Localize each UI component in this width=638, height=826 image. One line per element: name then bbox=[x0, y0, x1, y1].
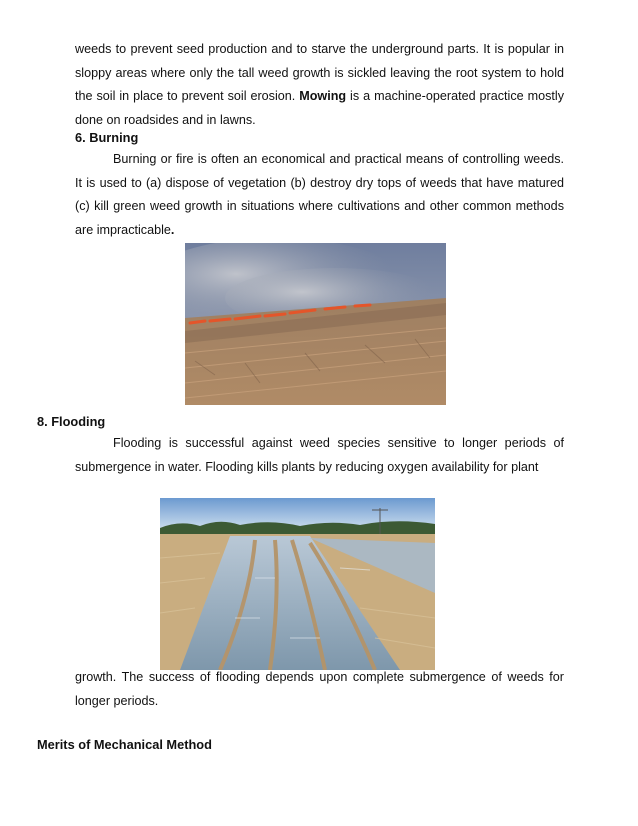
paragraph-burning-text: Burning or fire is often an economical and practical means of controlling weeds. It is used to (a) dispose of vegetation (b) destroy dry tops of weeds that have matured (c) kill green weed growth in situations where cultivations and other common methods are impracticable bbox=[75, 152, 564, 237]
flooded-field-photo bbox=[160, 498, 435, 670]
burning-field-photo bbox=[185, 243, 446, 405]
paragraph-mowing-text-2: is a machine-operated practice mostly done on roadsides and in lawns. bbox=[75, 89, 564, 127]
heading-burning: 6. Burning bbox=[75, 130, 139, 145]
mowing-bold-term: Mowing bbox=[299, 89, 347, 104]
flooded-field-illustration bbox=[160, 498, 435, 670]
paragraph-flooding-continued: growth. The success of flooding depends upon complete submergence of weeds for longer periods. bbox=[75, 670, 564, 708]
paragraph-burning-end-mark: . bbox=[170, 222, 175, 237]
heading-merits: Merits of Mechanical Method bbox=[37, 737, 212, 752]
paragraph-mowing-text-1: weeds to prevent seed production and to starve the underground parts. It is popular in sloppy areas where only the tall weed growth is sickled leaving the root system to hold the soil in place to prevent soil erosion. bbox=[75, 42, 564, 104]
paragraph-mowing bbox=[75, 38, 564, 132]
burning-field-illustration bbox=[185, 243, 446, 405]
heading-flooding: 8. Flooding bbox=[37, 414, 106, 429]
paragraph-burning bbox=[75, 148, 564, 242]
paragraph-flooding: Flooding is successful against weed species sensitive to longer periods of submergence in water. Flooding kills plants by reducing oxygen availability for plant bbox=[75, 436, 564, 474]
